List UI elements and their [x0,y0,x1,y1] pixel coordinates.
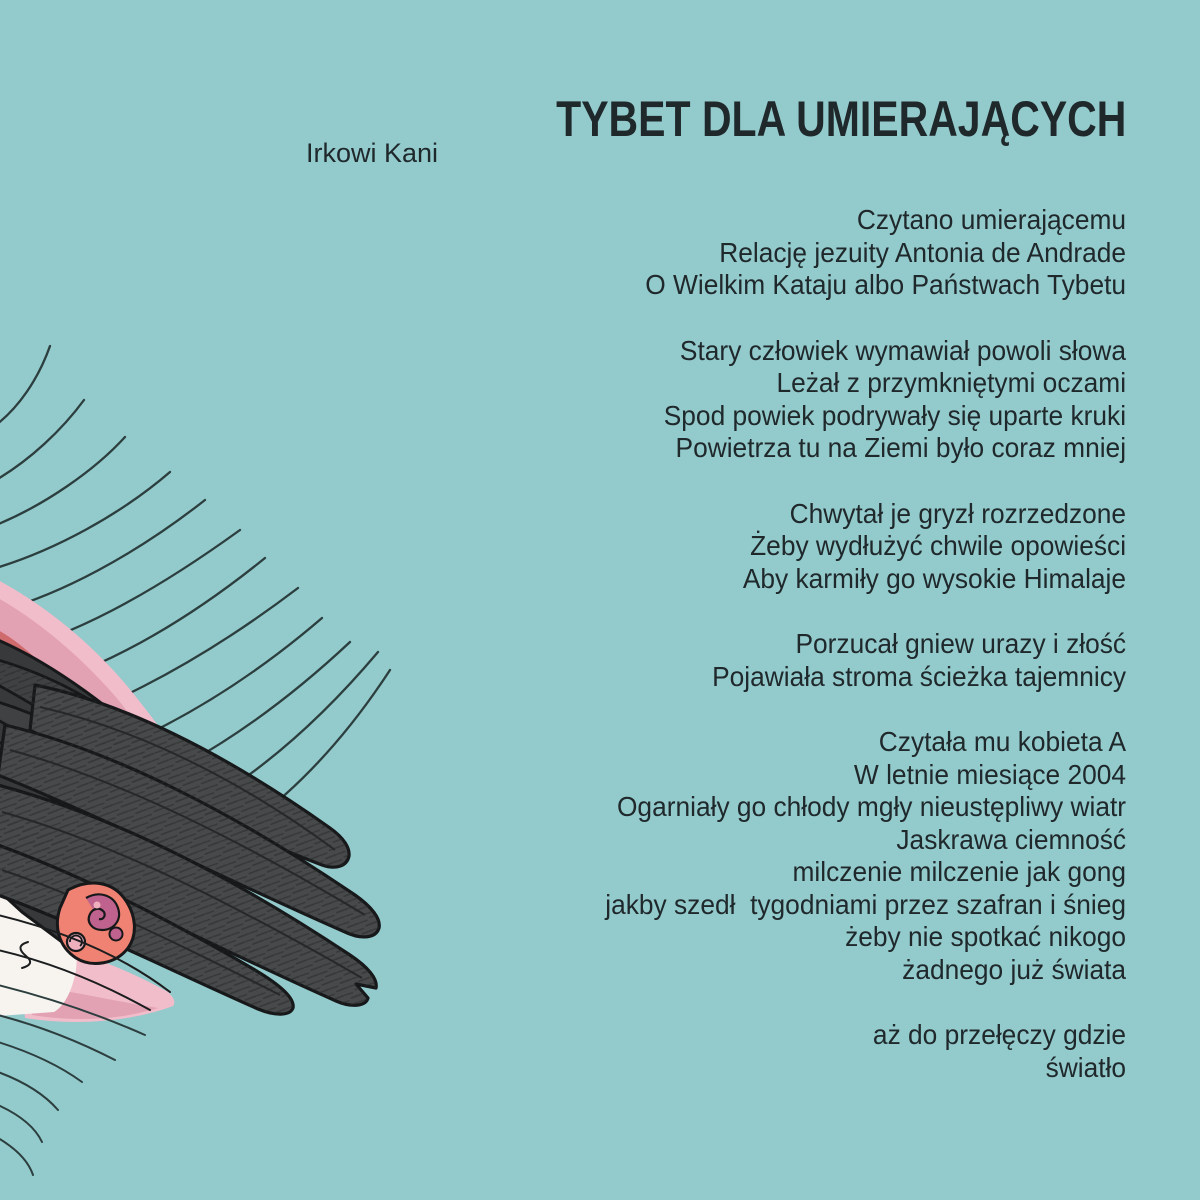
poem-line: światło [1045,1051,1126,1083]
poem-line: Chwytał je gryzł rozrzedzone [789,497,1126,529]
poem-line: Porzucał gniew urazy i złość [795,628,1126,659]
ear-swirl-patch [57,883,134,963]
poem-stanza [605,1019,1126,1084]
poem-stanza [605,498,1126,596]
poem-line: Czytano umierającemu [856,204,1126,235]
poem-dedication: Irkowi Kani [306,138,439,168]
poem-line: Jaskrawa ciemność [896,823,1126,855]
poem-line: Aby karmiły go wysokie Himalaje [742,562,1126,594]
poem-line: aż do przełęczy gdzie [872,1019,1126,1050]
poem-line: Czytała mu kobieta A [878,726,1126,757]
poem-stanza [605,726,1126,986]
poem-line: milczenie milczenie jak gong [792,856,1126,887]
poem-line: O Wielkim Kataju albo Państwach Tybetu [645,269,1126,300]
poem-line: Leżał z przymkniętymi oczami [776,367,1126,398]
poem-line: Spod powiek podrywały się uparte kruki [663,399,1126,431]
poem-line: Relację jezuity Antonia de Andrade [719,236,1126,268]
poem-line: Żeby wydłużyć chwile opowieści [750,530,1126,561]
poem-line: Ogarniały go chłody mgły nieustępliwy wiatr [616,791,1126,822]
poem-line: żeby nie spotkać nikogo [845,921,1126,952]
poem-stanza [605,204,1126,302]
poem-stanza [605,335,1126,465]
poem-line: Stary człowiek wymawiał powoli słowa [679,334,1126,366]
poem-line: W letnie miesiące 2004 [853,758,1126,790]
poem-line: Powietrza tu na Ziemi było coraz mniej [675,432,1126,463]
wing-illustration [0,330,460,1200]
poem-line: żadnego już świata [902,953,1126,985]
poem-title: TYBET DLA UMIERAJĄCYCH [555,91,1126,147]
poem-stanza [605,628,1126,693]
poem-line: jakby szedł tygodniami przez szafran i śnieg [605,888,1126,920]
poem-line: Pojawiała stroma ścieżka tajemnicy [712,660,1126,692]
poem-body [605,204,1126,1084]
